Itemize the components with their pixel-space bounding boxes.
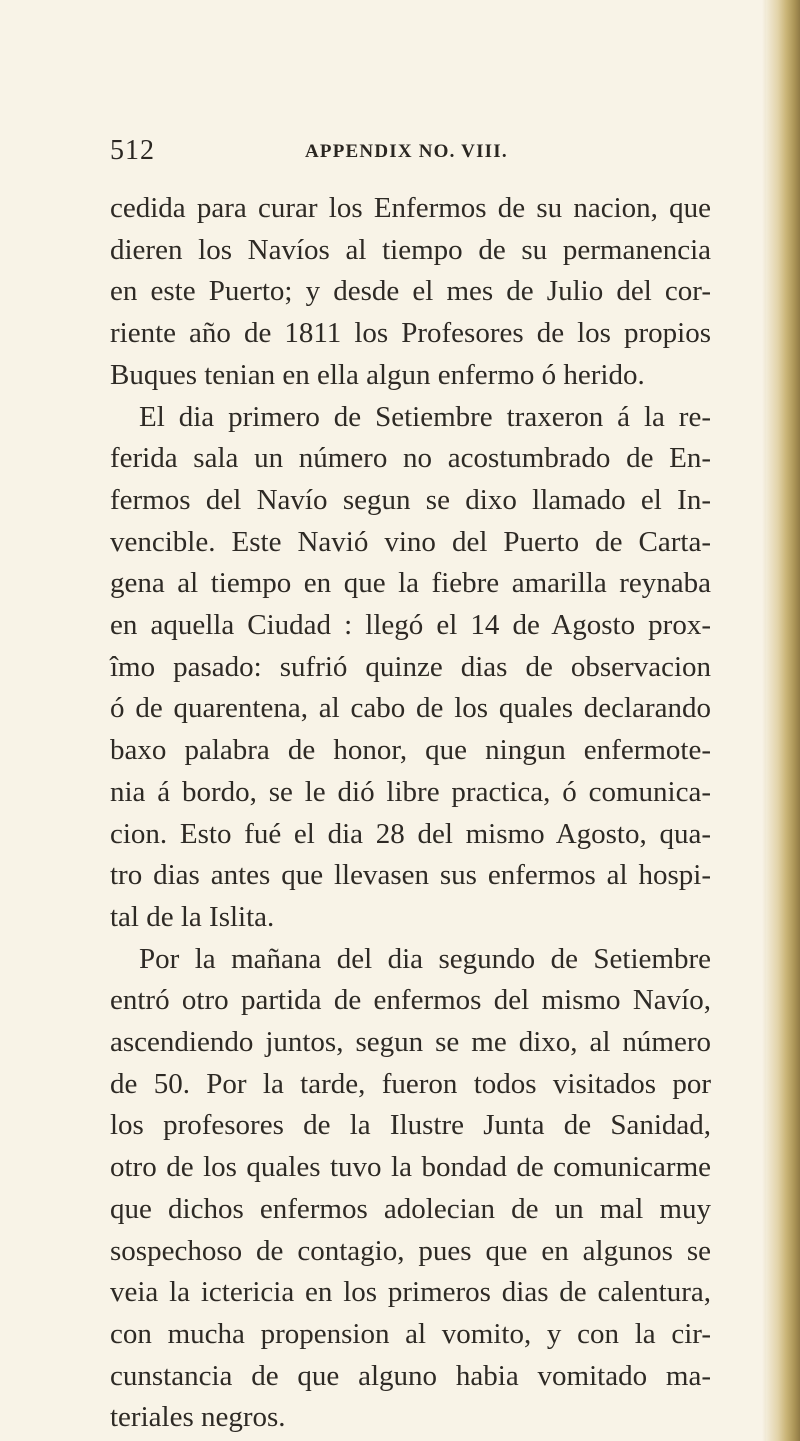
text-line: gena al tiempo en que la fiebre amarilla reynaba — [110, 567, 711, 600]
paragraph-2 — [110, 397, 711, 939]
text-line: tal de la Islita. — [110, 900, 275, 933]
body-text — [110, 188, 711, 1439]
paragraph-3 — [110, 939, 711, 1439]
text-line: ferida sala un número no acostumbrado de En- — [110, 442, 711, 475]
text-line: Por la mañana del dia segundo de Setiembre — [139, 942, 711, 975]
text-line: baxo palabra de honor, que ningun enfermote- — [110, 734, 711, 767]
text-line: sospechoso de contagio, pues que en algunos se — [110, 1234, 711, 1267]
running-head: APPENDIX NO. VIII. — [305, 141, 508, 162]
text-line: teriales negros. — [110, 1401, 286, 1434]
text-line: en este Puerto; y desde el mes de Julio del cor- — [110, 275, 711, 308]
text-line: entró otro partida de enfermos del mismo Navío, — [110, 984, 711, 1017]
text-line: en aquella Ciudad : llegó el 14 de Agosto prox- — [110, 609, 711, 642]
page-number: 512 — [110, 135, 155, 166]
text-line: con mucha propension al vomito, y con la cir- — [110, 1317, 711, 1350]
page-edge — [766, 0, 800, 1441]
text-line: cion. Esto fué el dia 28 del mismo Agosto, qua- — [110, 817, 711, 850]
text-line: Buques tenian en ella algun enfermo ó herido. — [110, 358, 645, 391]
text-line: riente año de 1811 los Profesores de los propios — [110, 317, 711, 350]
text-line: El dia primero de Setiembre traxeron á la re- — [139, 400, 711, 433]
text-line: fermos del Navío segun se dixo llamado el In- — [110, 483, 711, 516]
text-line: ó de quarentena, al cabo de los quales declarando — [110, 692, 711, 725]
text-line: vencible. Este Navió vino del Puerto de Carta- — [110, 525, 711, 558]
text-line: veia la ictericia en los primeros dias de calentura, — [110, 1276, 711, 1309]
text-line: los profesores de la Ilustre Junta de Sanidad, — [110, 1109, 711, 1142]
text-line: cedida para curar los Enfermos de su nacion, que — [110, 192, 711, 224]
page-header — [110, 135, 710, 175]
text-line: tro dias antes que llevasen sus enfermos al hospi- — [110, 859, 711, 892]
paragraph-1 — [110, 188, 711, 397]
text-line: ascendiendo juntos, segun se me dixo, al número — [110, 1026, 711, 1059]
text-line: cunstancia de que alguno habia vomitado ma- — [110, 1359, 711, 1392]
text-line: de 50. Por la tarde, fueron todos visitados por — [110, 1067, 711, 1100]
text-line: otro de los quales tuvo la bondad de comunicarme — [110, 1151, 711, 1184]
text-line: îmo pasado: sufrió quinze dias de observacion — [110, 650, 711, 683]
text-line: que dichos enfermos adolecian de un mal muy — [110, 1192, 711, 1225]
text-line: dieren los Navíos al tiempo de su permanencia — [110, 233, 711, 266]
text-line: nia á bordo, se le dió libre practica, ó comunica- — [110, 775, 711, 808]
